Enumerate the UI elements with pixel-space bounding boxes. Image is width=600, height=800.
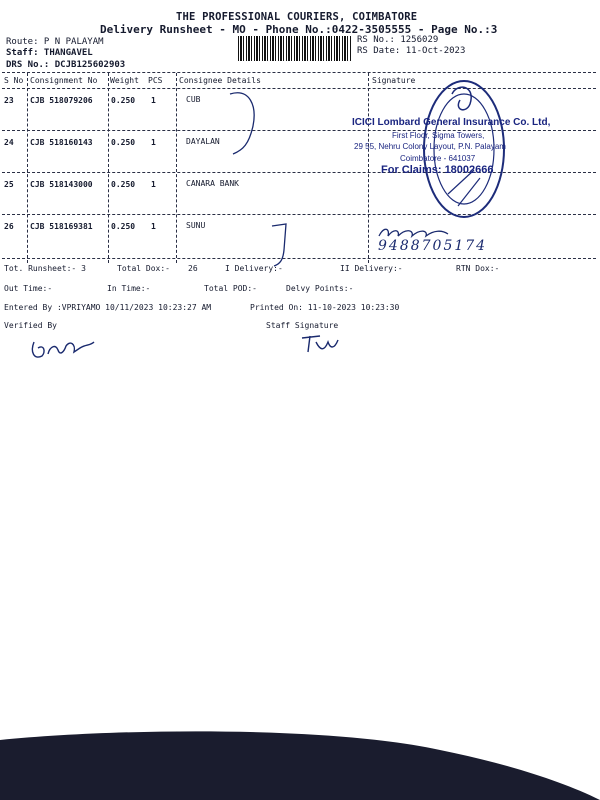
printed-on: Printed On: 11-10-2023 10:23:30 (250, 303, 400, 312)
row-consignee: CUB (186, 95, 201, 104)
col-divider (368, 73, 369, 263)
total-pod: Total POD:- (204, 284, 257, 293)
row-consignment: CJB 518160143 (30, 138, 93, 147)
entered-by: Entered By :VPRIYAMO 10/11/2023 10:23:27 AM (4, 303, 212, 312)
divider (2, 72, 596, 73)
stamp-address-line: Coimbatore - 641037 (400, 154, 476, 163)
row-consignment: CJB 518143000 (30, 180, 93, 189)
row-weight: 0.250 (111, 222, 136, 231)
row-pcs: 1 (151, 138, 156, 147)
drs-number: DRS No.: DCJB125602903 (6, 60, 126, 70)
row-consignee: CANARA BANK (186, 179, 239, 188)
verified-by-label: Verified By (4, 321, 57, 330)
divider (2, 258, 596, 259)
i-delivery: I Delivery:- (225, 264, 283, 273)
total-dox-value: 26 (188, 264, 198, 273)
stamp-company: ICICI Lombard General Insurance Co. Ltd, (352, 117, 551, 128)
barcode (238, 36, 352, 61)
row-consignment: CJB 518079206 (30, 96, 93, 105)
row-sno: 24 (4, 138, 14, 147)
runsheet-subtitle: Delivery Runsheet - MO - Phone No.:0422-3505555 - Page No.:3 (100, 23, 498, 36)
verified-signature (28, 334, 108, 364)
row-sno: 25 (4, 180, 14, 189)
col-header-sno: S No (4, 76, 24, 85)
company-title: THE PROFESSIONAL COURIERS, COIMBATORE (176, 11, 418, 23)
row-sno: 23 (4, 96, 14, 105)
col-header-weight: Weight (110, 76, 139, 85)
row-weight: 0.250 (111, 96, 136, 105)
row-sno: 26 (4, 222, 14, 231)
delivery-points: Delvy Points:- (286, 284, 354, 293)
col-divider (27, 73, 28, 263)
col-header-consignment: Consignment No (30, 76, 98, 85)
rtn-dox: RTN Dox:- (456, 264, 500, 273)
row-pcs: 1 (151, 180, 156, 189)
route-label: Route: P N PALAYAM (6, 37, 104, 47)
handwritten-phone: 9488705174 (378, 238, 488, 254)
col-divider (108, 73, 109, 263)
stamp-claims: For Claims: 18002666 (381, 164, 494, 176)
row-pcs: 1 (151, 96, 156, 105)
staff-signature (298, 330, 346, 356)
row-consignment: CJB 518169381 (30, 222, 93, 231)
col-header-pcs: PCS (148, 76, 163, 85)
row-consignee: SUNU (186, 221, 206, 230)
row-consignee: DAYALAN (186, 137, 220, 146)
row-pcs: 1 (151, 222, 156, 231)
stamp-address-line: First Floor, Sigma Towers, (392, 131, 485, 140)
col-header-signature: Signature (372, 76, 416, 85)
signature-scribble (268, 220, 292, 270)
col-header-consignee: Consignee Details (179, 76, 261, 85)
row-weight: 0.250 (111, 138, 136, 147)
ii-delivery: II Delivery:- (340, 264, 403, 273)
out-time: Out Time:- (4, 284, 53, 293)
signature-scribble (225, 86, 265, 166)
in-time: In Time:- (107, 284, 151, 293)
stamp-address-line: 29 55, Nehru Colony Layout, P.N. Palayam (354, 142, 506, 151)
total-runsheet: Tot. Runsheet:- 3 (4, 264, 86, 273)
total-dox-label: Total Dox:- (117, 264, 170, 273)
staff-signature-label: Staff Signature (266, 321, 339, 330)
col-divider (176, 73, 177, 263)
rs-number: RS No.: 1256029 (357, 35, 439, 45)
staff-label: Staff: THANGAVEL (6, 48, 93, 58)
rs-date: RS Date: 11-Oct-2023 (357, 46, 466, 56)
row-weight: 0.250 (111, 180, 136, 189)
